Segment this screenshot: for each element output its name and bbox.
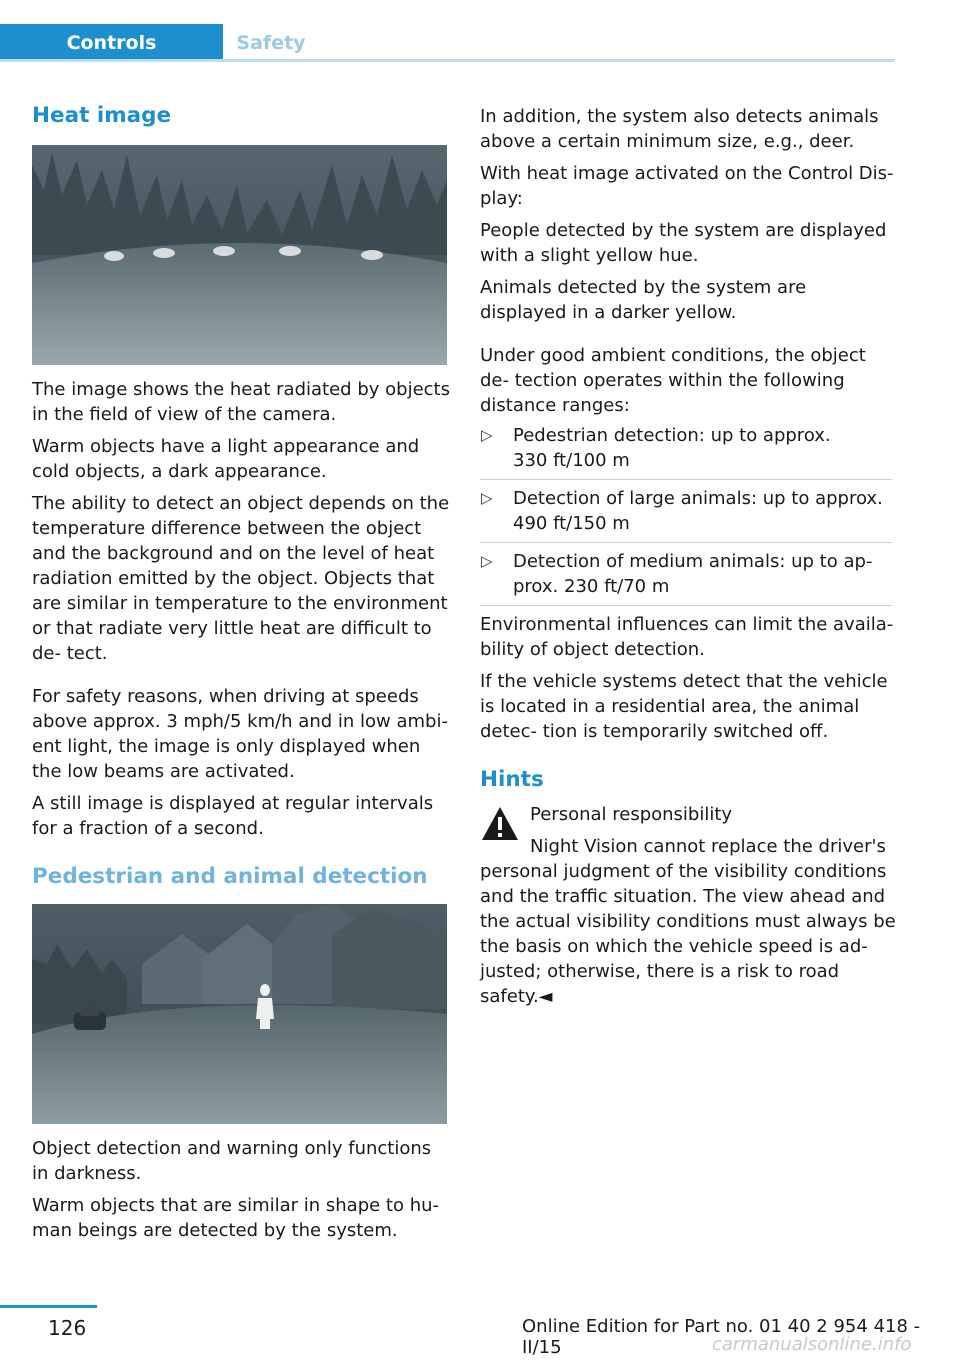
paragraph: The ability to detect an object depends on the temperature difference between the object and the background and on the level of heat radiation emitted by the object. Objects that are similar in temperature to the environment or that radiate very little heat are difficult to de‐ tect.: [32, 493, 450, 664]
warning-text: Night Vision cannot replace the driver's personal judgment of the visibility conditions and the traffic situation. The view ahead and the actual visibility conditions must always be the basis on which the vehicle speed is ad‐ justed; otherwise, there is a risk to road safety.◄: [480, 836, 896, 1007]
list-separator: [480, 605, 892, 606]
paragraph: Environmental influences can limit the availa‐ bility of object detection.: [480, 614, 894, 660]
paragraph: Animals detected by the system are displayed in a darker yellow.: [480, 277, 807, 323]
edition-footer: Online Edition for Part no. 01 40 2 954 418 - II/15: [522, 1316, 921, 1358]
hints-heading: Hints: [480, 767, 544, 792]
paragraph: Under good ambient conditions, the object de‐ tection operates within the following distance ranges:: [480, 345, 866, 416]
list-item-text: 330 ft/100 m: [513, 450, 630, 471]
pedestrian-detection-heading: Pedestrian and animal detection: [32, 864, 428, 889]
section-tabs: [0, 24, 895, 62]
list-item: [480, 486, 898, 536]
right-column: [480, 96, 898, 1009]
list-separator: [480, 479, 892, 480]
list-item-text: Detection of medium animals: up to ap‐: [513, 551, 873, 572]
watermark: carmanualsonline.info: [712, 1334, 912, 1355]
tab-controls[interactable]: Controls: [0, 24, 223, 60]
list-separator: [480, 542, 892, 543]
list-item: [480, 549, 898, 599]
triangle-bullet-icon: ▷: [481, 552, 493, 570]
triangle-bullet-icon: ▷: [481, 426, 493, 444]
paragraph: With heat image activated on the Control Dis‐ play:: [480, 163, 894, 209]
list-item-text: Detection of large animals: up to approx.: [513, 488, 883, 509]
paragraph: If the vehicle systems detect that the vehicle is located in a residential area, the animal detec‐ tion is temporarily switched off.: [480, 671, 888, 742]
paragraph: The image shows the heat radiated by objects in the field of view of the camera.: [32, 379, 450, 425]
paragraph: For safety reasons, when driving at speeds above approx. 3 mph/5 km/h and in low ambi‐ ent light, the image is only displayed when the low beams are activated.: [32, 686, 448, 782]
paragraph: Object detection and warning only functions in darkness.: [32, 1138, 432, 1184]
tab-safety[interactable]: Safety: [236, 32, 306, 54]
paragraph: People detected by the system are displayed with a slight yellow hue.: [480, 220, 887, 266]
left-column: [32, 96, 450, 1243]
warning-triangle-icon: [480, 804, 520, 844]
page-number-rule: [0, 1305, 97, 1308]
pedestrian-detection-figure: [32, 904, 447, 1124]
list-item-text: prox. 230 ft/70 m: [513, 576, 670, 597]
page-number: 126: [48, 1316, 87, 1340]
list-item-text: Pedestrian detection: up to approx.: [513, 425, 831, 446]
heat-image-heading: Heat image: [32, 103, 172, 128]
list-item: [480, 423, 898, 473]
heat-image-figure: [32, 145, 447, 365]
paragraph: In addition, the system also detects animals above a certain minimum size, e.g., deer.: [480, 106, 879, 152]
paragraph: Warm objects have a light appearance and cold objects, a dark appearance.: [32, 436, 420, 482]
triangle-bullet-icon: ▷: [481, 489, 493, 507]
paragraph: A still image is displayed at regular intervals for a fraction of a second.: [32, 793, 434, 839]
warning-title: Personal responsibility: [530, 804, 733, 825]
distance-ranges-list: [480, 423, 898, 599]
list-item-text: 490 ft/150 m: [513, 513, 630, 534]
header-rule: [0, 59, 895, 62]
paragraph: Warm objects that are similar in shape to hu‐ man beings are detected by the system.: [32, 1195, 440, 1241]
warning-block: [480, 802, 898, 1009]
